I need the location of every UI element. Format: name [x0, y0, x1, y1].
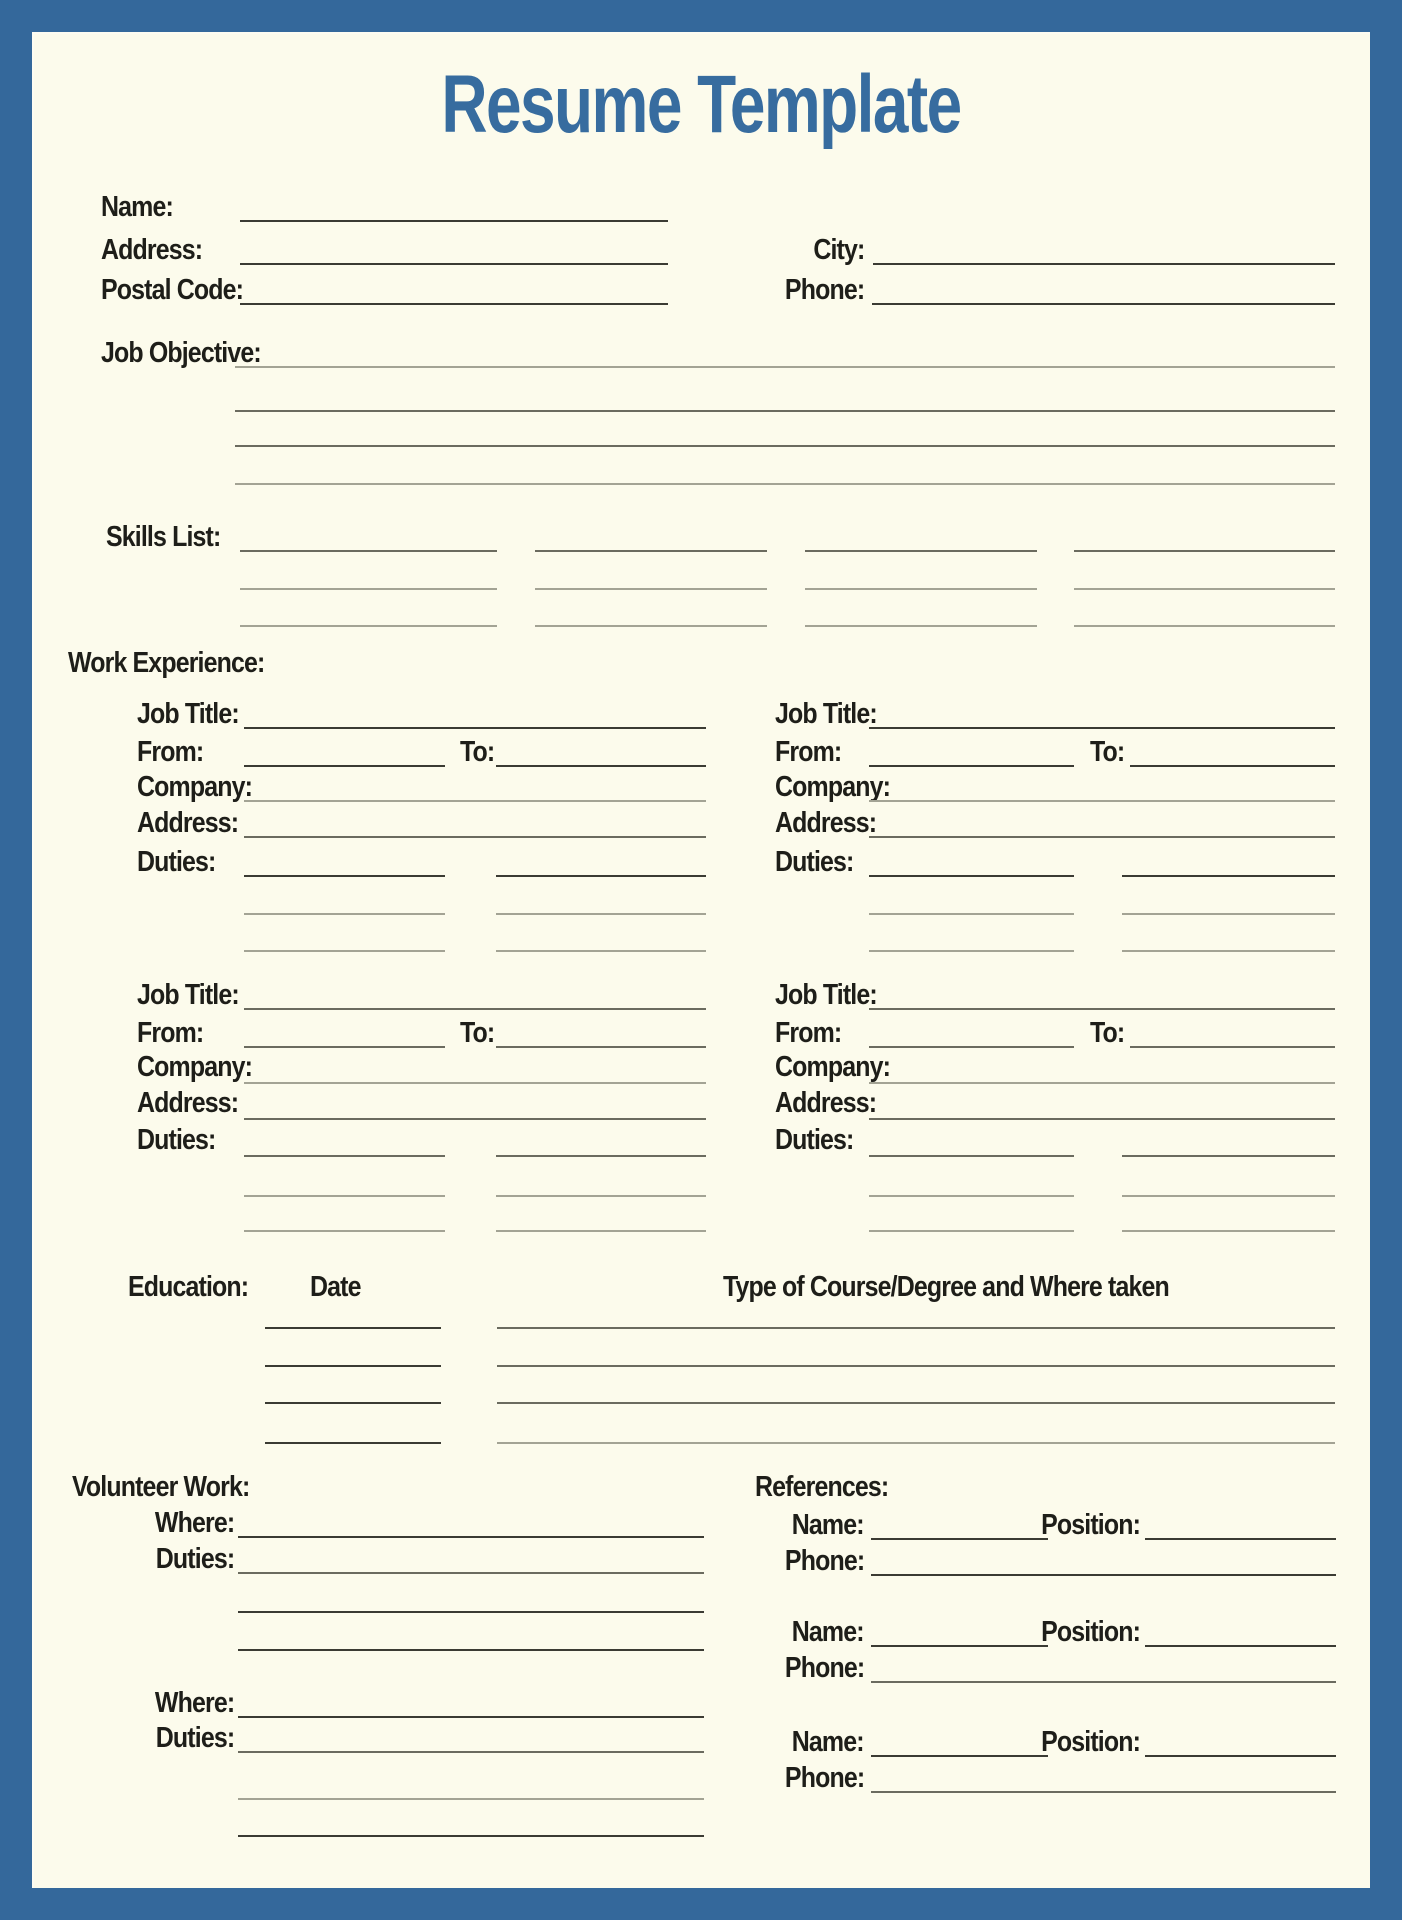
to-line [1130, 765, 1335, 767]
duties-label: Duties: [775, 846, 854, 878]
phone-line [872, 303, 1335, 305]
name-label: Name: [101, 191, 173, 223]
job-title-line [869, 727, 1335, 729]
education-date-line [265, 1442, 441, 1444]
phone-label: Phone: [784, 274, 864, 306]
skills-line [535, 550, 767, 552]
from-line [869, 765, 1074, 767]
postal-code-line [240, 303, 668, 305]
objective-line [235, 445, 1335, 447]
duties-line [496, 1155, 706, 1157]
to-label: To: [1090, 736, 1125, 768]
duties-line [869, 1230, 1074, 1232]
reference-name-label: Name: [792, 1726, 864, 1758]
work-address-label: Address: [775, 1087, 877, 1119]
to-label: To: [460, 736, 495, 768]
skills-line [805, 550, 1037, 552]
company-label: Company: [775, 1051, 891, 1083]
job-title-label: Job Title: [137, 698, 239, 730]
duties-label: Duties: [137, 1124, 216, 1156]
skills-line [240, 588, 497, 590]
job-title-line [869, 1008, 1335, 1010]
company-line [869, 800, 1335, 802]
from-label: From: [775, 736, 842, 768]
name-line [240, 220, 668, 222]
education-date-line [265, 1327, 441, 1329]
objective-line [235, 483, 1335, 485]
skills-line [535, 588, 767, 590]
reference-phone-label: Phone: [784, 1652, 864, 1684]
company-label: Company: [137, 771, 253, 803]
duties-line [1122, 1195, 1335, 1197]
education-course-line [497, 1402, 1335, 1404]
skills-line [805, 625, 1037, 627]
education-label: Education: [128, 1271, 249, 1303]
city-label: City: [812, 234, 864, 266]
duties-line [244, 1155, 445, 1157]
education-course-line [497, 1327, 1335, 1329]
skills-line [240, 625, 497, 627]
reference-name-label: Name: [792, 1616, 864, 1648]
reference-position-label: Position: [1041, 1509, 1140, 1541]
duties-line [1122, 1230, 1335, 1232]
volunteer-where-label: Where: [154, 1507, 234, 1539]
education-course-line [497, 1365, 1335, 1367]
from-label: From: [137, 736, 204, 768]
volunteer-where-label: Where: [154, 1687, 234, 1719]
from-line [244, 1046, 445, 1048]
from-label: From: [775, 1017, 842, 1049]
reference-name-line [871, 1645, 1048, 1647]
volunteer-where-line [238, 1716, 704, 1718]
job-title-label: Job Title: [137, 979, 239, 1011]
work-address-label: Address: [137, 807, 239, 839]
volunteer-duties-line [238, 1611, 704, 1613]
job-title-line [244, 1008, 706, 1010]
work-address-line [869, 1118, 1335, 1120]
education-course-header: Type of Course/Degree and Where taken [723, 1271, 1169, 1303]
duties-line [869, 913, 1074, 915]
company-line [244, 800, 706, 802]
reference-phone-label: Phone: [784, 1545, 864, 1577]
volunteer-duties-line [238, 1572, 704, 1574]
volunteer-work-label: Volunteer Work: [72, 1471, 250, 1503]
duties-line [1122, 1155, 1335, 1157]
reference-phone-label: Phone: [784, 1762, 864, 1794]
from-line [869, 1046, 1074, 1048]
to-line [1130, 1046, 1335, 1048]
postal-code-label: Postal Code: [101, 274, 244, 306]
reference-position-label: Position: [1041, 1726, 1140, 1758]
volunteer-duties-line [238, 1751, 704, 1753]
duties-line [1122, 875, 1335, 877]
volunteer-duties-line [238, 1798, 704, 1800]
company-label: Company: [775, 771, 891, 803]
reference-position-line [1145, 1755, 1336, 1757]
page-title: Resume Template [441, 59, 961, 150]
skills-line [1074, 550, 1335, 552]
work-address-label: Address: [775, 807, 877, 839]
from-line [244, 765, 445, 767]
education-date-line [265, 1365, 441, 1367]
job-title-label: Job Title: [775, 979, 877, 1011]
to-label: To: [460, 1017, 495, 1049]
duties-line [869, 950, 1074, 952]
duties-line [244, 875, 445, 877]
work-address-line [869, 836, 1335, 838]
volunteer-duties-label: Duties: [155, 1543, 234, 1575]
reference-position-line [1145, 1538, 1336, 1540]
skills-line [535, 625, 767, 627]
duties-line [1122, 950, 1335, 952]
volunteer-where-line [238, 1536, 704, 1538]
skills-line [805, 588, 1037, 590]
duties-line [869, 1155, 1074, 1157]
skills-line [1074, 588, 1335, 590]
reference-name-label: Name: [792, 1509, 864, 1541]
to-line [496, 765, 706, 767]
reference-name-line [871, 1755, 1048, 1757]
work-address-line [244, 836, 706, 838]
duties-line [244, 950, 445, 952]
duties-line [244, 1230, 445, 1232]
skills-line [240, 550, 497, 552]
reference-phone-line [871, 1574, 1336, 1576]
duties-line [869, 875, 1074, 877]
reference-position-label: Position: [1041, 1616, 1140, 1648]
company-line [869, 1082, 1335, 1084]
reference-phone-line [871, 1791, 1336, 1793]
paper-sheet [32, 32, 1370, 1888]
duties-line [496, 950, 706, 952]
references-label: References: [755, 1471, 889, 1503]
duties-line [244, 913, 445, 915]
work-address-label: Address: [137, 1087, 239, 1119]
to-line [496, 1046, 706, 1048]
education-date-header: Date [310, 1271, 361, 1303]
duties-line [496, 875, 706, 877]
job-title-label: Job Title: [775, 698, 877, 730]
reference-name-line [871, 1538, 1048, 1540]
job-title-line [244, 727, 706, 729]
duties-line [244, 1195, 445, 1197]
duties-line [869, 1195, 1074, 1197]
objective-line [235, 410, 1335, 412]
education-course-line [497, 1442, 1335, 1444]
city-line [873, 263, 1335, 265]
address-line [240, 263, 668, 265]
company-line [244, 1082, 706, 1084]
work-experience-label: Work Experience: [68, 647, 265, 679]
volunteer-duties-label: Duties: [155, 1722, 234, 1754]
duties-label: Duties: [137, 846, 216, 878]
duties-line [496, 1230, 706, 1232]
job-objective-label: Job Objective: [101, 337, 261, 369]
company-label: Company: [137, 1051, 253, 1083]
duties-label: Duties: [775, 1124, 854, 1156]
skills-list-label: Skills List: [106, 521, 221, 553]
reference-position-line [1145, 1645, 1336, 1647]
duties-line [1122, 913, 1335, 915]
reference-phone-line [871, 1681, 1336, 1683]
volunteer-duties-line [238, 1835, 704, 1837]
from-label: From: [137, 1017, 204, 1049]
volunteer-duties-line [238, 1649, 704, 1651]
to-label: To: [1090, 1017, 1125, 1049]
address-label: Address: [101, 234, 203, 266]
work-address-line [244, 1118, 706, 1120]
duties-line [496, 913, 706, 915]
education-date-line [265, 1402, 441, 1404]
duties-line [496, 1195, 706, 1197]
objective-line [235, 366, 1335, 368]
skills-line [1074, 625, 1335, 627]
